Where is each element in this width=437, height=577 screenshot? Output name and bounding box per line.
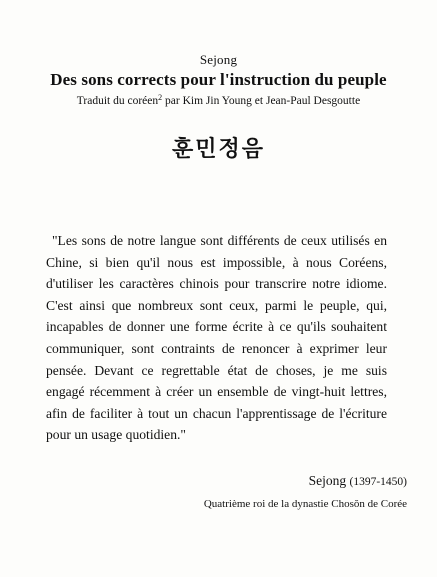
footnote-marker: 2 xyxy=(158,93,163,102)
translation-credit xyxy=(0,95,437,107)
signature-dates: (1397-1450) xyxy=(349,476,407,488)
korean-title: 훈민정음 xyxy=(171,137,265,162)
signature-caption: Quatrième roi de la dynastie Chosŏn de Corée xyxy=(203,498,407,510)
translation-translators: par Kim Jin Young et Jean-Paul Desgoutte xyxy=(162,95,361,107)
quote-paragraph: "Les sons de notre langue sont différents de ceux utilisés en Chine, si bien qu'il nous est impossible, à nous Coréens, d'utiliser les caractères chinois pour transcrire notre idiome. C'est ainsi que nombreux sont ceux, parmi le peuple, qui, incapables de donner une forme écrite à ce qu'ils souhaitent communiquer, sont contraints de renoncer à exprimer leur pensée. Devant ce regrettable état de choses, je me suis engagé récemment à créer un ensemble de vingt-huit lettres, afin de faciliter à tout un chacun l'apprentissage de l'écriture pour un usage quotidien." xyxy=(46,233,387,443)
author-name: Sejong xyxy=(199,52,238,67)
document-title: Des sons corrects pour l'instruction du peuple xyxy=(50,70,387,89)
signature xyxy=(309,473,407,489)
signature-name: Sejong xyxy=(308,473,347,488)
translation-prefix: Traduit du coréen xyxy=(76,95,159,107)
